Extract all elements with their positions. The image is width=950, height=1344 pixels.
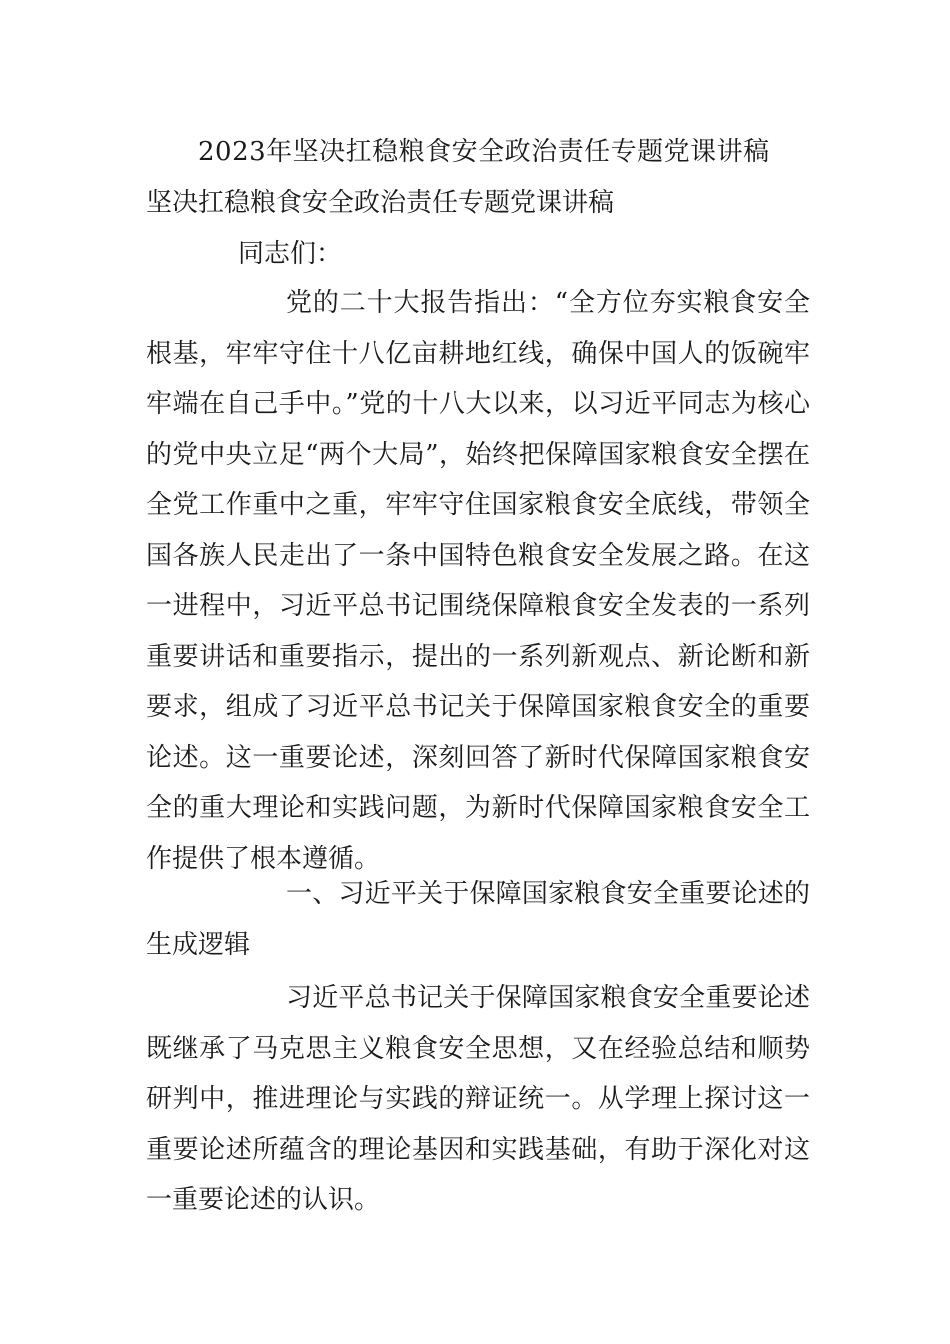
body-paragraph: 党的二十大报告指出：“全方位夯实粮食安全根基，牢牢守住十八亿亩耕地红线，确保中国人的饭碗牢牢端在自己手中。”党的十八大以来，以习近平同志为核心的党中央立足“两个大局”，始终把保障国家粮食安全摆在全党工作重中之重，牢牢守住国家粮食安全底线，带领全国各族人民走出了一条中国特色粮食安全发展之路。在这一进程中，习近平总书记围绕保障粮食安全发表的一系列重要讲话和重要指示，提出的一系列新观点、新论断和新要求，组成了习近平总书记关于保障国家粮食安全的重要论述。这一重要论述，深刻回答了新时代保障国家粮食安全的重大理论和实践问题，为新时代保障国家粮食安全工作提供了根本遵循。 <box>146 288 810 874</box>
document-title: 2023年坚决扛稳粮食安全政治责任专题党课讲稿 <box>198 137 770 167</box>
body-paragraph: 习近平总书记关于保障国家粮食安全重要论述既继承了马克思主义粮食安全思想，又在经验总结和顺势研判中，推进理论与实践的辩证统一。从学理上探讨这一重要论述所蕴含的理论基因和实践基础，有助于深化对这一重要论述的认识。 <box>146 983 810 1215</box>
section-heading: 一、习近平关于保障国家粮食安全重要论述的生成逻辑 <box>146 879 810 960</box>
salutation: 同志们： <box>238 239 343 269</box>
document-subtitle: 坚决扛稳粮食安全政治责任专题党课讲稿 <box>146 188 615 218</box>
